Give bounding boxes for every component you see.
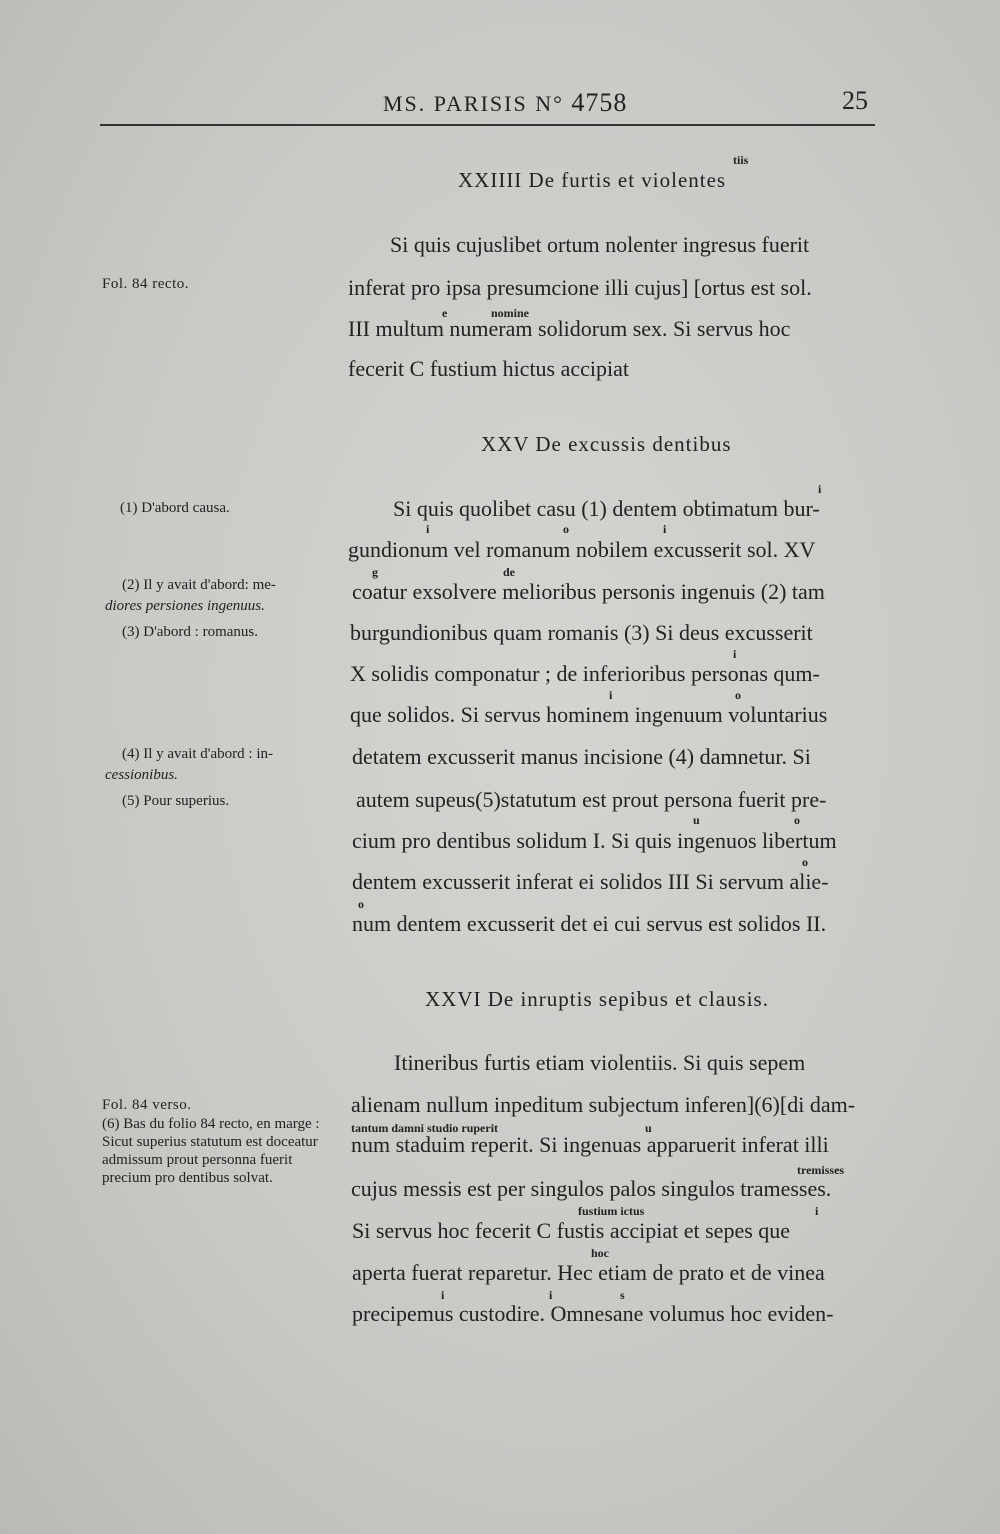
text-line: detatem excusserit manus incisione (4) damnetur. Si: [352, 744, 811, 769]
footnote-1: (1) D'abord causa.: [120, 500, 230, 516]
interlinear-gloss: fustium ictus: [578, 1204, 645, 1218]
interlinear-gloss: u: [645, 1121, 652, 1135]
text-line: cium pro dentibus solidum I. Si quis ingenuos libertum: [352, 828, 837, 853]
text-line: autem supeus(5)statutum est prout persona fuerit pre-: [356, 787, 827, 812]
text-line: gundionum vel romanum nobilem excusserit sol. XV: [348, 537, 816, 562]
footnote-3: (3) D'abord : romanus.: [122, 624, 259, 640]
section-heading-xxiiii: XXIIII De furtis et violentes: [458, 168, 727, 192]
interlinear-gloss: tantum damni studio ruperit: [351, 1121, 499, 1135]
interlinear-gloss: i: [426, 522, 430, 536]
margin-fol-84-recto: Fol. 84 recto.: [102, 276, 189, 292]
interlinear-gloss: i: [549, 1288, 553, 1302]
footnote-2-line2: diores persiones ingenuus.: [105, 598, 265, 614]
interlinear-gloss: o: [735, 688, 741, 702]
header-rule: [100, 124, 875, 126]
interlinear-gloss: i: [609, 688, 613, 702]
section-heading-xxvi: XXVI De inruptis sepibus et clausis.: [425, 987, 769, 1011]
text-line: alienam nullum inpeditum subjectum inferen](6)[di dam-: [351, 1092, 856, 1117]
interlinear-gloss: o: [802, 855, 808, 869]
interlinear-gloss: u: [693, 813, 700, 827]
interlinear-gloss: hoc: [591, 1246, 609, 1260]
text-line: inferat pro ipsa presumcione illi cujus] [ortus est sol.: [348, 275, 812, 300]
interlinear-gloss: e: [442, 306, 448, 320]
interlinear-gloss: i: [818, 482, 822, 496]
interlinear-gloss: nomine: [491, 306, 530, 320]
margin-fol-84-verso: Fol. 84 verso.: [102, 1097, 192, 1113]
interlinear-gloss: i: [441, 1288, 445, 1302]
interlinear-gloss: i: [663, 522, 667, 536]
text-line: num dentem excusserit det ei cui servus est solidos II.: [352, 911, 827, 936]
footnote-4-line1: (4) Il y avait d'abord : in-: [122, 746, 273, 762]
text-line: Si servus hoc fecerit C fustis accipiat et sepes que: [352, 1218, 791, 1243]
text-line: Itineribus furtis etiam violentiis. Si quis sepem: [394, 1050, 806, 1075]
text-line: dentem excusserit inferat ei solidos III Si servum alie-: [352, 869, 829, 894]
text-line: Si quis quolibet casu (1) dentem obtimatum bur-: [393, 496, 820, 521]
page-number: 25: [842, 86, 868, 115]
interlinear-gloss: i: [815, 1204, 819, 1218]
text-line: Si quis cujuslibet ortum nolenter ingresus fuerit: [390, 232, 810, 257]
text-line: aperta fuerat reparetur. Hec etiam de prato et de vinea: [352, 1260, 825, 1285]
text-line: num staduim reperit. Si ingenuas apparuerit inferat illi: [351, 1132, 829, 1157]
interlinear-gloss: i: [733, 647, 737, 661]
interlinear-gloss: s: [620, 1288, 625, 1302]
text-line: III multum numeram solidorum sex. Si servus hoc: [348, 316, 791, 341]
interlinear-gloss: de: [503, 565, 515, 579]
interlinear-gloss: o: [358, 897, 364, 911]
heading-gloss: tiis: [733, 153, 749, 167]
interlinear-gloss: o: [563, 522, 569, 536]
text-line: burgundionibus quam romanis (3) Si deus excusserit: [350, 620, 813, 645]
text-line: X solidis componatur ; de inferioribus personas qum-: [350, 661, 820, 686]
text-line: coatur exsolvere melioribus personis ingenuis (2) tam: [352, 579, 825, 604]
footnote-4-line2: cessionibus.: [105, 767, 178, 783]
text-line: precipemus custodire. Omnesane volumus hoc eviden-: [352, 1301, 834, 1326]
text-line: cujus messis est per singulos palos singulos tramesses.: [351, 1176, 832, 1201]
footnote-2-line1: (2) Il y avait d'abord: me-: [122, 577, 276, 593]
interlinear-gloss: g: [372, 565, 378, 579]
text-line: fecerit C fustium hictus accipiat: [348, 356, 630, 381]
running-header: [383, 88, 627, 118]
section-heading-xxv: XXV De excussis dentibus: [481, 432, 732, 456]
interlinear-gloss: o: [794, 813, 800, 827]
interlinear-gloss: tremisses: [797, 1163, 845, 1177]
footnote-5: (5) Pour superius.: [122, 793, 230, 809]
footnote-6: (6) Bas du folio 84 recto, en marge : Sicut superius statutum est doceatur admissum prout personna fuerit precium pro dentibus solvat.: [102, 1116, 320, 1186]
header-manuscript-number: 4758: [571, 88, 628, 117]
header-title: MS. PARISIS N°: [383, 91, 564, 116]
text-line: que solidos. Si servus hominem ingenuum voluntarius: [350, 702, 828, 727]
